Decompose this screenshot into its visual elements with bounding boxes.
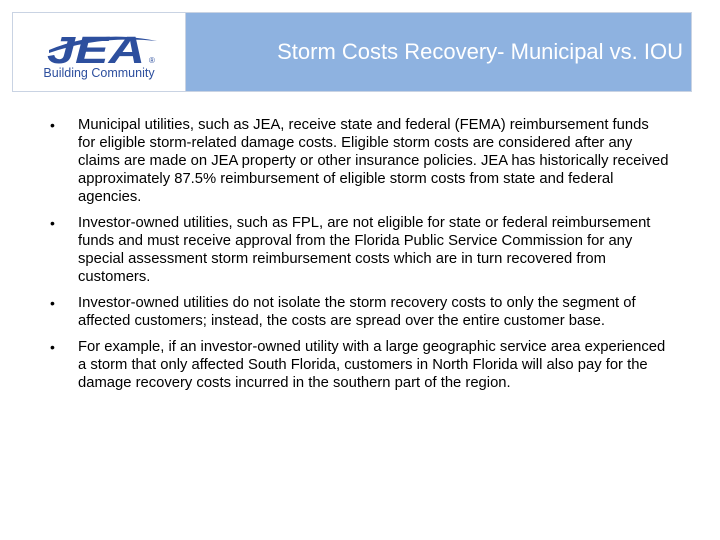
bullet-item bbox=[50, 338, 670, 392]
title-bar bbox=[186, 13, 691, 91]
bullet-list bbox=[50, 116, 670, 392]
bullet-marker: • bbox=[50, 215, 55, 231]
bullet-text: Municipal utilities, such as JEA, receive state and federal (FEMA) reimbursement funds for eligible storm-related damage costs. Eligible storm costs are considered after any claims are made on JEA property or other insurance policies. JEA has historically received approximately 87.5% reimbursement of eligible storm costs from state and federal agencies. bbox=[78, 117, 669, 205]
bullet-item bbox=[50, 214, 670, 286]
bullet-text: Investor-owned utilities, such as FPL, are not eligible for state or federal reimbursement funds and must receive approval from the Florida Public Service Commission for any special assessment storm reimbursement costs which are in turn recovered from customers. bbox=[78, 215, 651, 285]
slide-title: Storm Costs Recovery- Municipal vs. IOU bbox=[277, 39, 683, 64]
bullet-item bbox=[50, 116, 670, 206]
logo-box bbox=[13, 13, 186, 91]
bullet-marker: • bbox=[50, 117, 55, 133]
bullet-text: Investor-owned utilities do not isolate the storm recovery costs to only the segment of affected customers; instead, the costs are spread over the entire customer base. bbox=[78, 295, 636, 329]
registered-mark: ® bbox=[149, 56, 155, 65]
slide-content bbox=[50, 116, 670, 400]
slide-header bbox=[12, 12, 692, 92]
bullet-text: For example, if an investor-owned utility with a large geographic service area experienced a storm that only affected South Florida, customers in North Florida will also pay for the damage recovery costs incurred in the southern part of the region. bbox=[78, 339, 666, 391]
jea-logo bbox=[41, 23, 161, 67]
logo-tagline: Building Community bbox=[43, 66, 155, 80]
bullet-marker: • bbox=[50, 295, 55, 311]
bullet-item bbox=[50, 294, 670, 330]
logo-text: JEA bbox=[47, 30, 145, 67]
bullet-marker: • bbox=[50, 339, 55, 355]
